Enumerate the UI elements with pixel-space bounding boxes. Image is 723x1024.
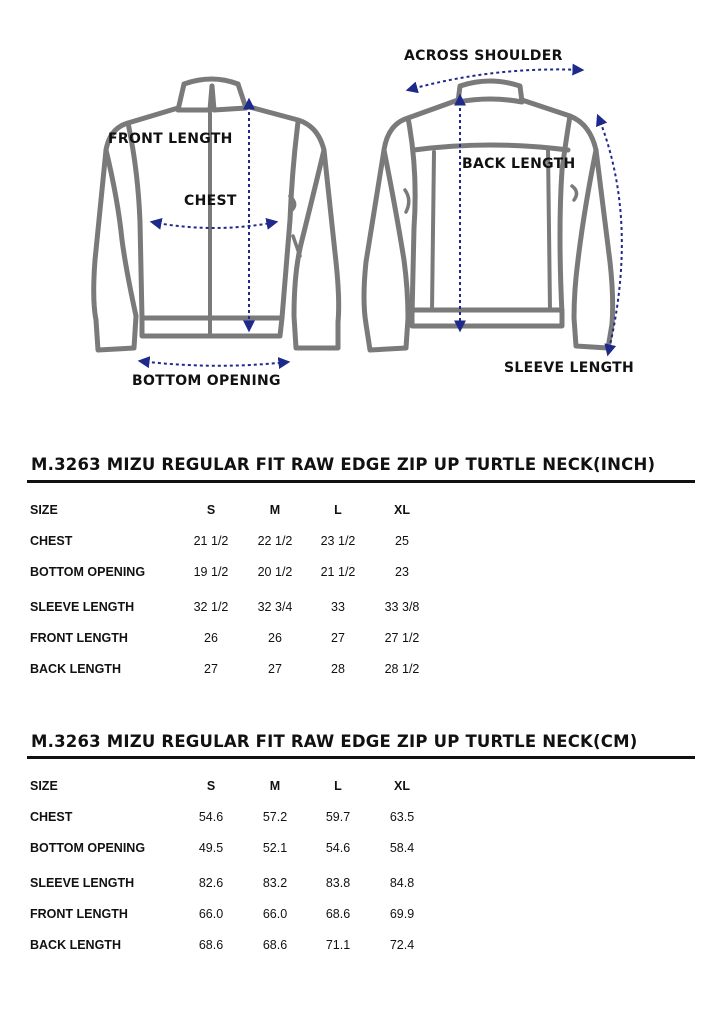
table-cell: 19 1/2	[193, 565, 229, 579]
table-row	[0, 907, 723, 923]
front-length-label: FRONT LENGTH	[108, 131, 233, 147]
table-cell: 26	[204, 631, 218, 645]
table-header-row	[0, 503, 723, 519]
table-row	[0, 841, 723, 857]
table-cell: 32 3/4	[257, 600, 293, 614]
row-label: FRONT LENGTH	[30, 631, 128, 645]
header-cell: L	[334, 503, 342, 517]
table-cell: 83.8	[325, 876, 351, 890]
cm-table-rule	[27, 756, 695, 759]
header-cell: XL	[394, 503, 410, 517]
header-cell: S	[206, 503, 216, 517]
row-label: BOTTOM OPENING	[30, 841, 146, 855]
table-cell: 72.4	[389, 938, 415, 952]
table-cell: 68.6	[325, 907, 351, 921]
table-cell: 21 1/2	[193, 534, 229, 548]
cm-table-title: M.3263 MIZU REGULAR FIT RAW EDGE ZIP UP TURTLE NECK(CM)	[31, 732, 638, 751]
table-cell: 22 1/2	[257, 534, 293, 548]
bottom-opening-arrow	[140, 361, 288, 366]
table-cell: 52.1	[262, 841, 288, 855]
table-cell: 26	[268, 631, 282, 645]
table-cell: 54.6	[325, 841, 351, 855]
measurement-diagram	[0, 0, 723, 400]
table-cell: 25	[395, 534, 409, 548]
row-label: SLEEVE LENGTH	[30, 876, 135, 890]
table-cell: 63.5	[389, 810, 415, 824]
table-cell: 33 3/8	[384, 600, 420, 614]
table-cell: 27	[331, 631, 345, 645]
header-cell: M	[269, 503, 281, 517]
chest-arrow	[152, 222, 276, 228]
table-cell: 23 1/2	[320, 534, 356, 548]
table-header-row	[0, 779, 723, 795]
header-cell: M	[269, 779, 281, 793]
row-label: FRONT LENGTH	[30, 907, 128, 921]
back-jacket-illustration	[364, 81, 613, 350]
table-cell: 32 1/2	[193, 600, 229, 614]
row-label: SLEEVE LENGTH	[30, 600, 135, 614]
across-shoulder-label: ACROSS SHOULDER	[404, 48, 563, 64]
table-row	[0, 938, 723, 954]
table-cell: 83.2	[262, 876, 288, 890]
table-cell: 66.0	[198, 907, 224, 921]
bottom-opening-label: BOTTOM OPENING	[132, 373, 281, 389]
table-row	[0, 810, 723, 826]
row-label: BOTTOM OPENING	[30, 565, 146, 579]
table-cell: 71.1	[325, 938, 351, 952]
inch-table-title: M.3263 MIZU REGULAR FIT RAW EDGE ZIP UP TURTLE NECK(INCH)	[31, 455, 656, 474]
header-cell: S	[206, 779, 216, 793]
row-label: BACK LENGTH	[30, 662, 121, 676]
table-cell: 28	[331, 662, 345, 676]
table-cell: 59.7	[325, 810, 351, 824]
table-cell: 58.4	[389, 841, 415, 855]
table-cell: 23	[395, 565, 409, 579]
table-cell: 27	[268, 662, 282, 676]
table-cell: 20 1/2	[257, 565, 293, 579]
table-row	[0, 565, 723, 581]
table-cell: 84.8	[389, 876, 415, 890]
table-row	[0, 662, 723, 678]
row-label: CHEST	[30, 810, 73, 824]
table-cell: 68.6	[262, 938, 288, 952]
table-cell: 68.6	[198, 938, 224, 952]
table-cell: 69.9	[389, 907, 415, 921]
table-row	[0, 631, 723, 647]
header-cell: L	[334, 779, 342, 793]
row-label: CHEST	[30, 534, 73, 548]
header-cell: XL	[394, 779, 410, 793]
table-cell: 27 1/2	[384, 631, 420, 645]
table-row	[0, 600, 723, 616]
chest-label: CHEST	[184, 193, 237, 209]
table-cell: 21 1/2	[320, 565, 356, 579]
table-cell: 82.6	[198, 876, 224, 890]
header-cell: SIZE	[30, 503, 58, 517]
back-length-label: BACK LENGTH	[462, 156, 576, 172]
jacket-diagram-svg	[0, 0, 723, 400]
table-cell: 66.0	[262, 907, 288, 921]
table-cell: 33	[331, 600, 345, 614]
table-row	[0, 876, 723, 892]
table-row	[0, 534, 723, 550]
table-cell: 57.2	[262, 810, 288, 824]
header-cell: SIZE	[30, 779, 58, 793]
table-cell: 28 1/2	[384, 662, 420, 676]
table-cell: 49.5	[198, 841, 224, 855]
table-cell: 54.6	[198, 810, 224, 824]
inch-table-rule	[27, 480, 695, 483]
table-cell: 27	[204, 662, 218, 676]
row-label: BACK LENGTH	[30, 938, 121, 952]
front-jacket-illustration	[94, 79, 339, 350]
sleeve-length-label: SLEEVE LENGTH	[504, 360, 635, 376]
